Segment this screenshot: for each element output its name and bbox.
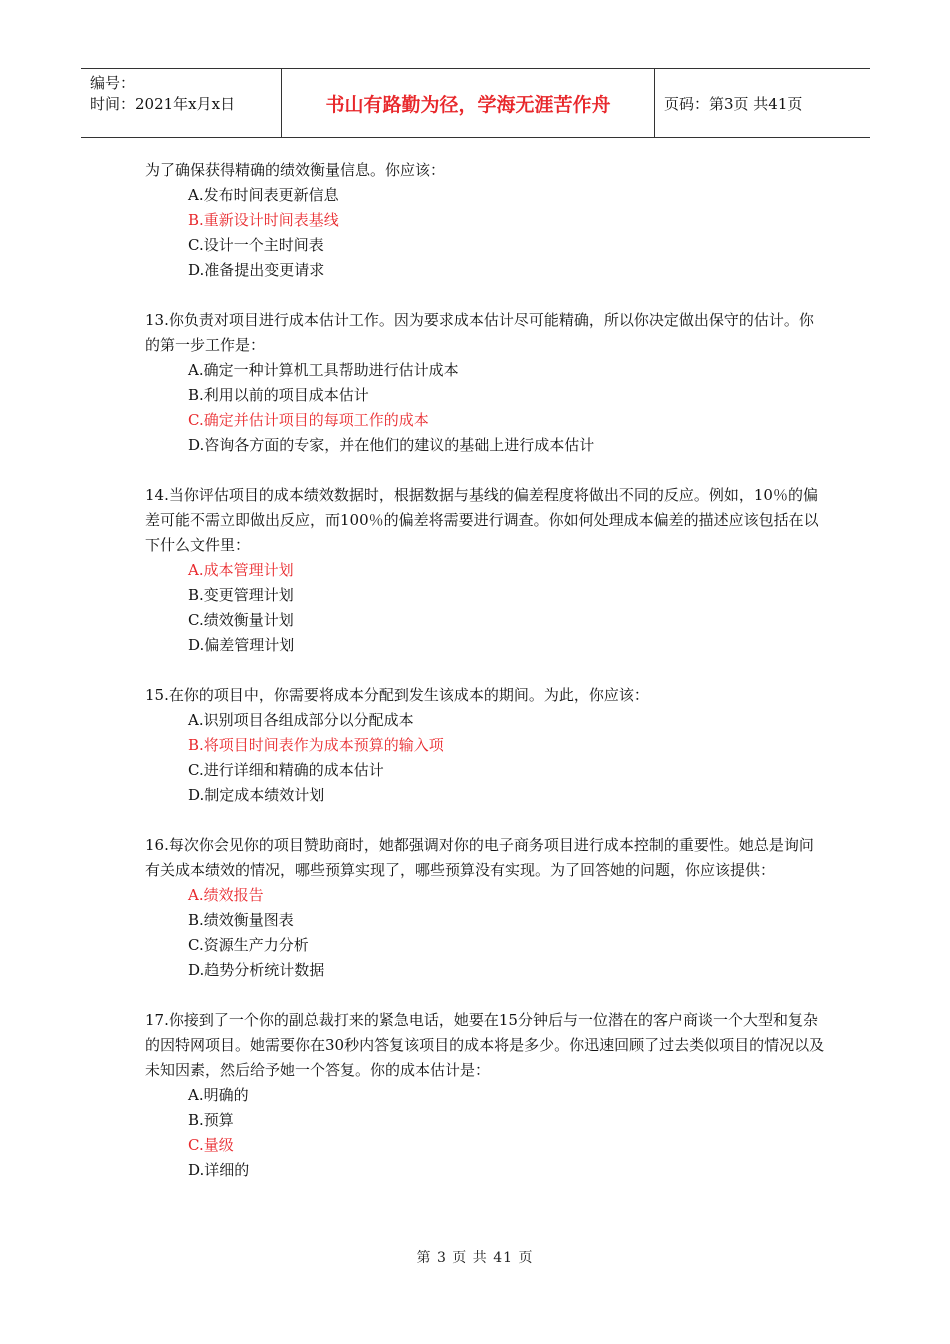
question-item (145, 833, 825, 983)
answer-option: D.制定成本绩效计划 (188, 786, 325, 804)
answer-option-correct: A.成本管理计划 (188, 561, 294, 579)
answer-option: D.偏差管理计划 (188, 636, 295, 654)
question-stem: 16.每次你会见你的项目赞助商时，她都强调对你的电子商务项目进行成本控制的重要性。她总是询问有关成本绩效的情况，哪些预算实现了，哪些预算没有实现。为了回答她的问题，你应该提供： (145, 836, 814, 879)
question-stem: 17.你接到了一个你的副总裁打来的紧急电话，她要在15分钟后与一位潜在的客户商谈一个大型和复杂的因特网项目。她需要你在30秒内答复该项目的成本将是多少。你迅速回顾了过去类似项目的情况以及未知因素，然后给予她一个答复。你的成本估计是： (145, 1011, 825, 1079)
answer-option: C.设计一个主时间表 (188, 236, 324, 254)
question-item (145, 483, 825, 658)
answer-option: D.准备提出变更请求 (188, 261, 325, 279)
answer-option-correct: B.重新设计时间表基线 (188, 211, 339, 229)
header-motto: 书山有路勤为径，学海无涯苦作舟 (282, 69, 655, 137)
answer-option-correct: A.绩效报告 (188, 886, 264, 904)
question-item (145, 1008, 825, 1183)
answer-option: B.预算 (188, 1111, 234, 1129)
answer-option: A.识别项目各组成部分以分配成本 (188, 711, 414, 729)
answer-option: B.利用以前的项目成本估计 (188, 386, 369, 404)
question-item (145, 158, 825, 283)
header-info-cell (81, 69, 282, 137)
question-stem: 15.在你的项目中，你需要将成本分配到发生该成本的期间。为此，你应该： (145, 686, 649, 704)
answer-option: A.发布时间表更新信息 (188, 186, 339, 204)
question-list (145, 158, 825, 1208)
page-footer: 第 3 页 共 41 页 (416, 1250, 534, 1266)
answer-option: C.进行详细和精确的成本估计 (188, 761, 384, 779)
question-item (145, 308, 825, 458)
answer-option: D.详细的 (188, 1161, 250, 1179)
document-date: 时间：2021年x月x日 (90, 95, 236, 113)
document-number-label: 编号： (90, 74, 136, 92)
answer-option: C.绩效衡量计划 (188, 611, 294, 629)
page-header (81, 68, 870, 138)
answer-option: D.趋势分析统计数据 (188, 961, 325, 979)
question-stem: 为了确保获得精确的绩效衡量信息。你应该： (145, 161, 446, 179)
answer-option-correct: C.确定并估计项目的每项工作的成本 (188, 411, 429, 429)
answer-option: D.咨询各方面的专家，并在他们的建议的基础上进行成本估计 (188, 436, 595, 454)
question-stem: 13.你负责对项目进行成本估计工作。因为要求成本估计尽可能精确，所以你决定做出保守的估计。你的第一步工作是： (145, 311, 814, 354)
answer-option: C.资源生产力分析 (188, 936, 309, 954)
question-item (145, 683, 825, 808)
question-stem: 14.当你评估项目的成本绩效数据时，根据数据与基线的偏差程度将做出不同的反应。例如，10％的偏差可能不需立即做出反应，而100％的偏差将需要进行调查。你如何处理成本偏差的描述应该包括在以下什么文件里： (145, 486, 819, 554)
answer-option: B.绩效衡量图表 (188, 911, 294, 929)
header-page-code: 页码：第3页 共41页 (664, 94, 803, 113)
answer-option-correct: C.量级 (188, 1136, 234, 1154)
answer-option: A.明确的 (188, 1086, 249, 1104)
answer-option-correct: B.将项目时间表作为成本预算的输入项 (188, 736, 444, 754)
answer-option: A.确定一种计算机工具帮助进行估计成本 (188, 361, 459, 379)
answer-option: B.变更管理计划 (188, 586, 294, 604)
